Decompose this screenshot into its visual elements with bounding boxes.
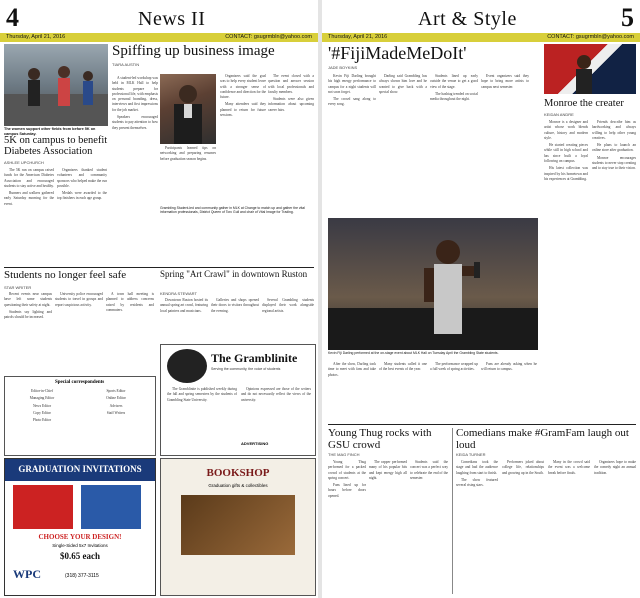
- lead-photo-caption-left: Grambling Student-led and community gather in MLK at Change to match up and gather the vital information professionals, District Queen of Torc Gull and chair of Vital Image for Trading.: [160, 206, 305, 215]
- section-title-right: Art & Style: [418, 8, 517, 30]
- thug-col-2: The rapper performed many of his popular hits and kept energy high all night.: [369, 460, 407, 480]
- grad-ad-headline: GRADUATION INVITATIONS: [18, 464, 142, 474]
- staff-list-1: Editor-in-Chief Managing Editor News Editor Copy Editor Photo Editor: [29, 389, 55, 423]
- comedy-col-4: Organizers hope to make the comedy night an annual tradition.: [594, 460, 636, 475]
- right-header: [322, 4, 640, 32]
- fiji-col-2: Darling said Grambling has always shown him love and he wanted to give back with a special show.: [379, 74, 427, 94]
- section-title-left: News II: [138, 8, 206, 30]
- fiji-col-3: Students lined up early outside the venue to get a good view of the stage. The hashtag trended on social media throughout the night.: [430, 74, 478, 102]
- monroe-col-2: Friends describe him as hardworking and always willing to help other young creatives. He plans to launch an online store after graduation. Monroe encourages students to never stop creating and to stay true to their vision.: [592, 120, 636, 171]
- graduation-ad: [4, 458, 156, 596]
- left-divider-1: [4, 267, 314, 268]
- lead-photo-left: [160, 74, 216, 144]
- staff-list-2: Sports Editor Online Editor Advisers Staff Writers: [106, 389, 126, 415]
- lead-col-1: A student-led workshop was held in MLK Hall to help students prepare for professional life, with emphasis on personal branding, dress, interviews and first impressions for the job market. Speakers encouraged students to pay attention to how they present themselves.: [112, 76, 158, 130]
- masthead-box: [160, 344, 316, 456]
- grad-ad-sample-2: [81, 485, 141, 529]
- comedy-col-3: Many in the crowd said the event was a welcome break before finals.: [548, 460, 590, 475]
- comedy-byline: KEIDA TURNER: [456, 452, 486, 457]
- grad-ad-price: $0.65 each: [60, 551, 100, 561]
- fiji-headline: '#FijiMadeMeDoIt': [328, 43, 467, 63]
- thug-col-1: Young Thug performed for a packed crowd of students at the spring concert. Fans lined up for hours before doors opened.: [328, 460, 366, 498]
- safe-byline: STAR WRITER: [4, 285, 32, 290]
- bookshop-image: [181, 495, 295, 555]
- masthead-motto: Serving the community, the voice of students: [211, 367, 281, 371]
- fiji-byline: JADE BOYKINS: [328, 65, 358, 70]
- comedy-headline: Comedians make #GramFam laugh out loud: [456, 427, 629, 451]
- grad-ad-company: WPC: [13, 567, 41, 581]
- masthead-advertising: ADVERTISING: [241, 441, 269, 446]
- 5k-photo: [4, 44, 108, 126]
- monroe-byline: KEIDAN ANDRE: [544, 112, 574, 117]
- 5k-col-1: The 5K run on campus raised funds for the American Diabetes Association and encouraged students to stay active and healthy. Runners and walkers gathered early Saturday morning for the event.: [4, 168, 54, 206]
- lead-col-4: The event closed with a question and answer session with local professionals and faculty members. Students were also given information about upcoming career fairs.: [268, 74, 314, 112]
- masthead-col-1: The Gramblinite is published weekly during the fall and spring semesters by the students of Grambling State University.: [167, 387, 237, 402]
- bookshop-subtitle: Graduation gifts & collectibles: [208, 483, 268, 488]
- grad-ad-phone: (318) 377-3115: [65, 573, 99, 579]
- fiji-col-7: The performance wrapped up a full week of spring activities.: [430, 362, 478, 372]
- thug-col-3: Students said the concert was a perfect way to celebrate the end of the semester.: [410, 460, 448, 480]
- masthead-logo-icon: [167, 349, 207, 383]
- safe-col-2: University police encouraged students to travel in groups and report suspicious activity.: [55, 292, 103, 307]
- 5k-byline: ASHLEE UPCHURCH: [4, 160, 44, 165]
- staff-box: [4, 376, 156, 456]
- safe-headline: Students no longer feel safe: [4, 269, 127, 281]
- 5k-col-2: Organizers thanked student volunteers and community sponsors who helped make the run possible. Medals were awarded to the top finishers in each age group.: [57, 168, 107, 201]
- monroe-headline: Monroe the creater: [544, 98, 624, 109]
- fiji-col-5: After the show, Darling took time to meet with fans and take photos.: [328, 362, 376, 377]
- comedy-col-1: Comedians took the stage and had the audience laughing from start to finish. The show featured several rising stars.: [456, 460, 498, 488]
- artcrawl-byline: KENDRA STEWART: [160, 291, 197, 296]
- grad-ad-subhead: CHOOSE YOUR DESIGN!: [38, 533, 122, 541]
- left-header: [0, 4, 318, 32]
- artcrawl-headline: Spring "Art Crawl" in downtown Ruston: [160, 269, 308, 279]
- fiji-col-4: Event organizers said they hope to bring more artists to campus next semester.: [481, 74, 529, 89]
- masthead-col-2: Opinions expressed are those of the writers and do not necessarily reflect the views of the university.: [241, 387, 311, 402]
- fiji-photo: [328, 218, 538, 350]
- left-page: [0, 0, 319, 598]
- thug-byline: THE MAG FINCH: [328, 452, 360, 457]
- artcrawl-col-1: Downtown Ruston hosted its annual spring art crawl, featuring local painters and musicians.: [160, 298, 208, 313]
- left-contact: CONTACT: gsugrmbln@yahoo.com: [225, 34, 312, 40]
- staff-box-title: Special correspondents: [55, 380, 105, 385]
- fiji-col-6: Many students called it one of the best events of the year.: [379, 362, 427, 372]
- lead-col-3: Organizers said the goal was to help every student leave with a stronger sense of confidence and direction for the future. Many attendees said they planned to return for future sessions.: [220, 74, 266, 118]
- page-number-left: 4: [6, 3, 19, 32]
- monroe-col-1: Monroe is a designer and artist whose work blends culture, history and modern style. He started creating pieces while still in high school and has since built a loyal following on campus. His latest collection was inspired by his hometown and his experiences at Grambling.: [544, 120, 588, 181]
- grad-ad-detail: Single-Sided 5x7 Invitations: [52, 543, 108, 548]
- left-date: Thursday, April 21, 2016: [6, 34, 66, 40]
- comedy-col-2: Performers joked about college life, relationships and growing up in the South.: [502, 460, 544, 475]
- lead-headline-left: Spiffing up business image: [112, 43, 275, 59]
- fiji-col-8: Fans are already asking when he will return to campus.: [481, 362, 537, 372]
- safe-col-1: Recent events near campus have left some students questioning their safety at night. Students say lighting and patrols should be increased.: [4, 292, 52, 320]
- thug-headline: Young Thug rocks with GSU crowd: [328, 427, 432, 451]
- grad-ad-sample-1: [13, 485, 73, 529]
- bookshop-ad: [160, 458, 316, 596]
- monroe-photo: [544, 44, 636, 94]
- right-date: Thursday, April 21, 2016: [328, 34, 388, 40]
- fiji-col-1: Kevin Fiji Darling brought his high energy performance to campus for a night students will not soon forget. The crowd sang along to every song.: [328, 74, 376, 107]
- artcrawl-col-2: Galleries and shops opened their doors to visitors throughout the evening.: [211, 298, 259, 313]
- 5k-headline: 5K on campus to benefit Diabetes Association: [4, 135, 108, 158]
- bookshop-title: BOOKSHOP: [206, 467, 270, 479]
- lead-col-2: Participants learned tips on networking and preparing resumes before graduation season begins.: [160, 146, 216, 161]
- left-dateline: [0, 33, 318, 42]
- right-dateline: [322, 33, 640, 42]
- right-contact: CONTACT: gsugrmbln@yahoo.com: [547, 34, 634, 40]
- right-page: [322, 0, 640, 598]
- artcrawl-col-3: Several Grambling students displayed their work alongside regional artists.: [262, 298, 314, 313]
- right-vrule: [452, 428, 453, 594]
- safe-col-3: A town hall meeting is planned to address concerns raised by residents and commuters.: [106, 292, 154, 312]
- page-number-right: 5: [621, 3, 634, 32]
- 5k-photo-caption: The women support other fields from before 5K on campus Saturday.: [4, 127, 96, 136]
- right-divider-1: [328, 424, 636, 425]
- lead-byline-left: TIARA AUSTIN: [112, 62, 140, 67]
- fiji-photo-caption: Kevin Fiji Darling performed at the on-stage event about MLK Hall on Tuesday April the Grambling State students.: [328, 351, 499, 355]
- masthead-title: The Gramblinite: [211, 351, 298, 365]
